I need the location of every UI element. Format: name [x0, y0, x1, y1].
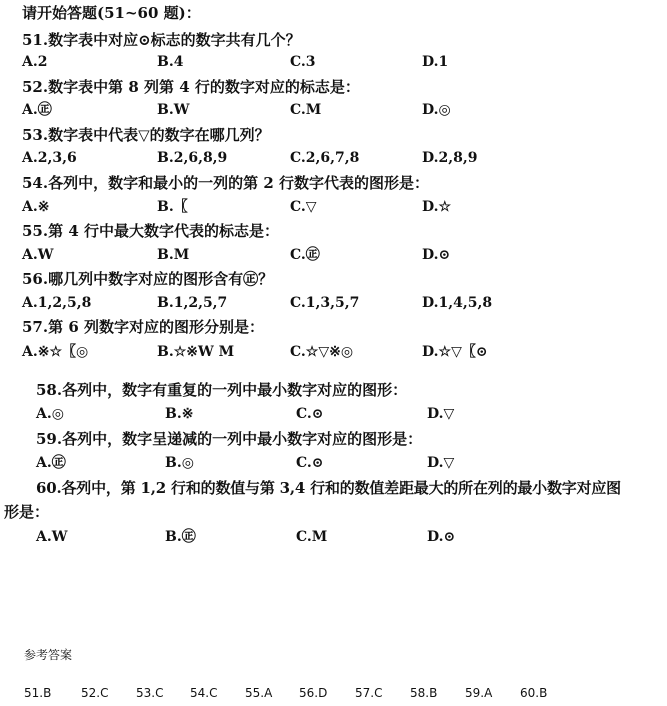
q58-option-d: D.▽: [427, 406, 455, 422]
q54-option-a: A.※: [22, 199, 50, 215]
answer-52: 52.C: [81, 686, 109, 700]
q56-option-c: C.1,3,5,7: [290, 295, 360, 311]
q52-option-d: D.◎: [422, 102, 451, 118]
q54-option-c: C.▽: [290, 199, 317, 215]
q59-option-d: D.▽: [427, 455, 455, 471]
section-header: 请开始答题(51~60 题)：: [22, 4, 201, 22]
q59-option-c: C.⊙: [296, 455, 324, 471]
q53-option-d: D.2,8,9: [422, 150, 478, 166]
question-60-continued: 形是：: [4, 503, 50, 521]
question-53: 53.数字表中代表▽的数字在哪几列？: [22, 126, 270, 144]
question-59: 59.各列中，数字呈递减的一列中最小数字对应的图形是：: [36, 430, 423, 448]
answer-55: 55.A: [245, 686, 273, 700]
q60-option-a: A.W: [36, 529, 68, 545]
q55-option-a: A.W: [22, 247, 54, 263]
q55-option-b: B.M: [157, 247, 190, 263]
q57-option-d: D.☆▽〖⊙: [422, 344, 488, 360]
q56-option-d: D.1,4,5,8: [422, 295, 493, 311]
q58-option-a: A.◎: [36, 406, 64, 422]
q54-option-d: D.☆: [422, 199, 452, 215]
q57-option-a: A.※☆〖◎: [22, 344, 89, 360]
answer-key-title: 参考答案: [24, 648, 73, 662]
q60-option-b: B.㊣: [165, 529, 196, 545]
q51-option-b: B.4: [157, 54, 184, 70]
q60-option-c: C.M: [296, 529, 328, 545]
q60-option-d: D.⊙: [427, 529, 456, 545]
q51-option-d: D.1: [422, 54, 449, 70]
q53-option-b: B.2,6,8,9: [157, 150, 228, 166]
q59-option-b: B.◎: [165, 455, 194, 471]
question-52: 52.数字表中第 8 列第 4 行的数字对应的标志是：: [22, 78, 360, 96]
answer-53: 53.C: [136, 686, 164, 700]
q53-option-c: C.2,6,7,8: [290, 150, 360, 166]
q55-option-d: D.⊙: [422, 247, 451, 263]
answer-54: 54.C: [190, 686, 218, 700]
q53-option-a: A.2,3,6: [22, 150, 77, 166]
q52-option-c: C.M: [290, 102, 322, 118]
answer-56: 56.D: [299, 686, 328, 700]
q51-option-a: A.2: [22, 54, 48, 70]
q54-option-b: B.〖: [157, 199, 188, 215]
answer-60: 60.B: [520, 686, 548, 700]
q55-option-c: C.㊣: [290, 247, 320, 263]
q58-option-c: C.⊙: [296, 406, 324, 422]
q52-option-b: B.W: [157, 102, 190, 118]
q58-option-b: B.※: [165, 406, 194, 422]
q56-option-a: A.1,2,5,8: [22, 295, 92, 311]
question-56: 56.哪几列中数字对应的图形含有㊣？: [22, 270, 274, 288]
answer-58: 58.B: [410, 686, 438, 700]
question-57: 57.第 6 列数字对应的图形分别是：: [22, 318, 264, 336]
question-55: 55.第 4 行中最大数字代表的标志是：: [22, 222, 279, 240]
question-60: 60.各列中，第 1,2 行和的数值与第 3,4 行和的数值差距最大的所在列的最小数字对应图: [36, 479, 621, 497]
answer-59: 59.A: [465, 686, 493, 700]
q51-option-c: C.3: [290, 54, 316, 70]
q52-option-a: A.㊣: [22, 102, 52, 118]
answer-51: 51.B: [24, 686, 52, 700]
question-58: 58.各列中，数字有重复的一列中最小数字对应的图形：: [36, 381, 408, 399]
question-51: 51.数字表中对应⊙标志的数字共有几个？: [22, 31, 301, 49]
q59-option-a: A.㊣: [36, 455, 66, 471]
question-54: 54.各列中，数字和最小的一列的第 2 行数字代表的图形是：: [22, 174, 429, 192]
q56-option-b: B.1,2,5,7: [157, 295, 228, 311]
q57-option-c: C.☆▽※◎: [290, 344, 354, 360]
answer-57: 57.C: [355, 686, 383, 700]
q57-option-b: B.☆※W M: [157, 344, 235, 360]
